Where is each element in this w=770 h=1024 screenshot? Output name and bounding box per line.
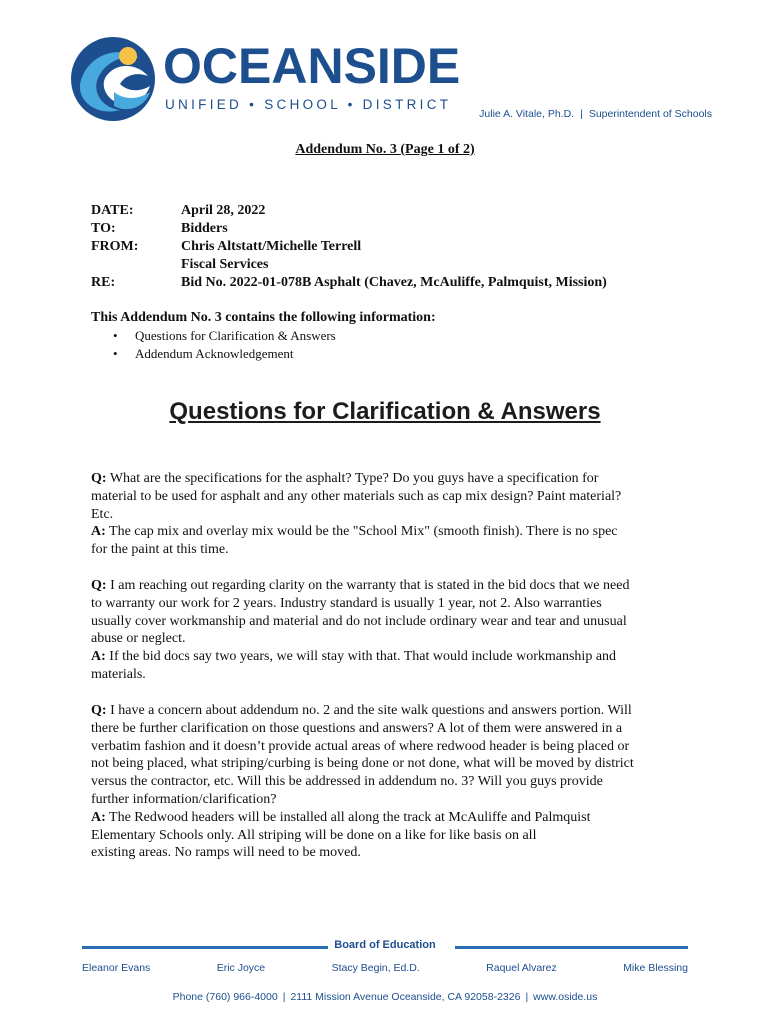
qa-item-1 <box>91 470 681 559</box>
separator: | <box>525 991 529 1003</box>
addendum-title: Addendum No. 3 (Page 1 of 2) <box>295 142 475 157</box>
memo-to-value: Bidders <box>181 221 228 236</box>
answer-label: A: <box>91 524 106 540</box>
superintendent-title: Superintendent of Schools <box>588 108 712 120</box>
question-line <box>91 470 681 488</box>
answer-text: existing areas. No ramps will need to be moved. <box>91 845 361 861</box>
question-label: Q: <box>91 703 107 718</box>
memo-from-label: FROM: <box>91 239 139 254</box>
memo-re-row <box>91 274 741 292</box>
separator: | <box>580 108 583 120</box>
superintendent-line <box>479 108 712 120</box>
list-item: • Addendum Acknowledgement <box>113 345 336 363</box>
memo-from-value <box>181 238 741 274</box>
board-member: Raquel Alvarez <box>486 962 557 974</box>
board-member: Mike Blessing <box>623 962 688 974</box>
memo-from-dept: Fiscal Services <box>181 257 269 272</box>
contents-intro: This Addendum No. 3 contains the following information: <box>91 310 436 325</box>
question-line <box>91 577 681 595</box>
memo-date-value: April 28, 2022 <box>181 203 266 218</box>
superintendent-name: Julie A. Vitale, Ph.D. <box>479 108 575 120</box>
board-member: Eric Joyce <box>216 962 266 974</box>
question-label: Q: <box>91 471 107 486</box>
list-item: • Questions for Clarification & Answers <box>113 327 336 345</box>
question-text: there be further clarification on those questions and answers? A lot of them were answered in a <box>91 720 623 736</box>
footer <box>0 935 770 1024</box>
question-text: verbatim fashion and it doesn’t provide actual areas of where redwood header is being placed or <box>91 738 630 754</box>
answer-line <box>91 523 681 541</box>
website-link[interactable]: www.oside.us <box>533 991 598 1003</box>
separator: | <box>282 991 286 1003</box>
letterhead <box>0 0 770 135</box>
question-text: usually cover workmanship and material and do not include ordinary wear and tear and unusual <box>91 613 627 629</box>
answer-text: Elementary Schools only. All striping will be done on a like for like basis on all <box>91 827 537 843</box>
answer-text: materials. <box>91 666 146 682</box>
question-text: I have a concern about addendum no. 2 and the site walk questions and answers portion. Will <box>110 703 632 718</box>
question-text: not being placed, what striping/curbing is being done or not done, what will be moved by district <box>91 756 634 772</box>
section-heading: Questions for Clarification & Answers <box>169 398 601 425</box>
question-text: What are the specifications for the asphalt? Type? Do you guys have a specification for <box>109 471 599 486</box>
answer-line <box>91 648 681 666</box>
answer-text: for the paint at this time. <box>91 542 229 558</box>
question-label: Q: <box>91 578 107 593</box>
memo-to-label: TO: <box>91 221 116 236</box>
memo-to-row <box>91 220 741 238</box>
question-text: abuse or neglect. <box>91 631 186 647</box>
answer-text: The cap mix and overlay mix would be the "School Mix" (smooth finish). There is no spec <box>109 524 618 540</box>
question-text: I am reaching out regarding clarity on the warranty that is stated in the bid docs that we need <box>110 578 630 593</box>
qa-item-2 <box>91 577 681 684</box>
memo-header <box>91 202 741 292</box>
qa-item-3 <box>91 702 681 862</box>
board-member: Stacy Begin, Ed.D. <box>331 962 420 974</box>
answer-line <box>91 809 681 827</box>
memo-from-name: Chris Altstatt/Michelle Terrell <box>181 239 362 254</box>
memo-from-row <box>91 238 741 274</box>
board-of-education-label: Board of Education <box>334 939 436 951</box>
oceanside-wave-logo-icon <box>68 34 158 124</box>
question-text: Etc. <box>91 506 114 522</box>
brand-subtitle: UNIFIED • SCHOOL • DISTRICT <box>165 97 452 112</box>
question-text: material to be used for asphalt and any other materials such as cap mix design? Paint material? <box>91 488 622 504</box>
memo-re-label: RE: <box>91 275 116 290</box>
board-members <box>82 962 688 974</box>
board-member: Eleanor Evans <box>82 962 151 974</box>
contents-list <box>113 327 336 363</box>
memo-date-label: DATE: <box>91 203 134 218</box>
memo-re-value: Bid No. 2022-01-078B Asphalt (Chavez, McAuliffe, Palmquist, Mission) <box>181 275 607 290</box>
answer-text: If the bid docs say two years, we will stay with that. That would include workmanship and <box>109 649 617 665</box>
phone-number: Phone (760) 966-4000 <box>172 991 278 1003</box>
contact-line <box>0 991 770 1003</box>
answer-text: The Redwood headers will be installed all along the track at McAuliffe and Palmquist <box>109 809 591 825</box>
question-text: further information/clarification? <box>91 791 277 807</box>
question-line <box>91 702 681 720</box>
answer-label: A: <box>91 649 106 665</box>
brand-name: OCEANSIDE <box>163 38 461 94</box>
answer-label: A: <box>91 809 106 825</box>
question-text: to warranty our work for 2 years. Industry standard is usually 1 year, not 2. Also warranties <box>91 595 602 611</box>
question-text: versus the contractor, etc. Will this be addressed in addendum no. 3? Will you guys provide <box>91 774 603 790</box>
memo-date-row <box>91 202 741 220</box>
address: 2111 Mission Avenue Oceanside, CA 92058-2326 <box>290 991 521 1003</box>
